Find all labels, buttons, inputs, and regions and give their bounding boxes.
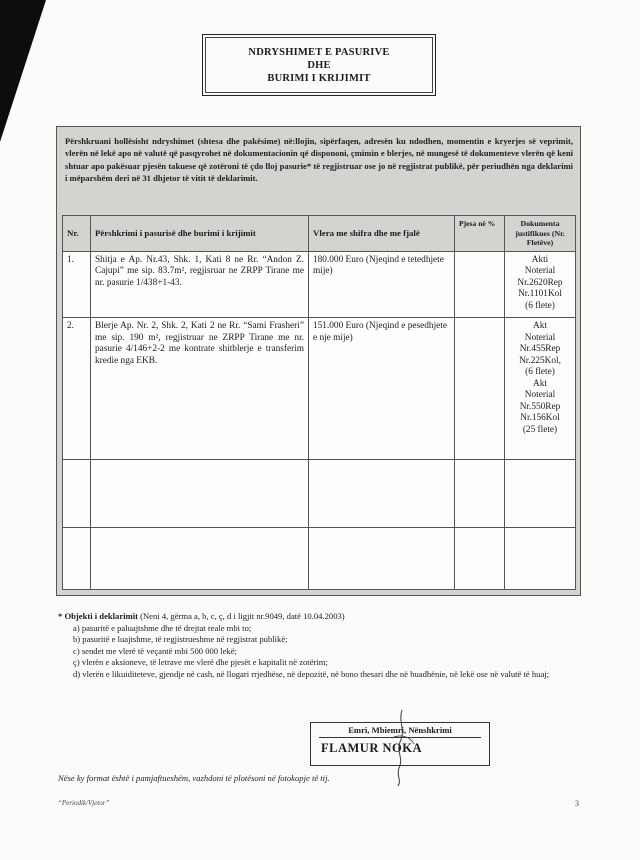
footnote-item: a) pasuritë e paluajtshme dhe të drejtat reale mbi to;: [73, 622, 252, 633]
header-nr: Nr.: [63, 216, 91, 252]
footnote-heading-bold: * Objekti i deklarimit: [58, 611, 138, 621]
footnote-item: c) sendet me vlerë të veçantë mbi 500 000 lekë;: [73, 645, 237, 656]
continuation-note: Nëse ky format është i pamjaftueshëm, vazhdoni të plotësoni në fotokopje të tij.: [58, 773, 330, 783]
doc-line: Noterial: [524, 332, 556, 343]
doc-line: (6 flete): [525, 367, 555, 378]
title-line-2: DHE: [307, 59, 331, 71]
row-nr: 1.: [63, 251, 91, 317]
doc-line: Nr.1101Kol: [518, 289, 562, 300]
doc-line: Nr.455Rep: [519, 344, 561, 355]
signature-label: Emri, Mbiemri, Nënshkrimi: [348, 725, 452, 735]
footnote-heading-rest: (Neni 4, gërma a, b, c, ç, d i ligjit nr.9049, datë 10.04.2003): [137, 611, 345, 621]
header-description: Përshkrimi i pasurisë dhe burimi i krijimit: [91, 216, 309, 252]
title-inner: [205, 37, 433, 93]
handwritten-signature: [380, 708, 420, 788]
doc-line: Akt: [533, 321, 547, 332]
assets-table: [62, 215, 576, 590]
row-documents: [505, 318, 576, 459]
row-description: Blerje Ap. Nr. 2, Shk. 2, Kati 2 ne Rr. “Sami Frasheri” me sip. 190 m², regjistruar ne ZRPP Tirane me nr. pasurie 4/146+2-2 me kontrate shitblerje e transferim kredie nga EKB.: [91, 318, 309, 459]
doc-line: Nr.156Kol: [520, 413, 560, 424]
row-value: 180.000 Euro (Njeqind e tetedhjete mije): [309, 251, 455, 317]
footnote-item: ç) vlerën e aksioneve, të letrave me vlerë dhe pjesët e kapitalit në zotërim;: [73, 657, 328, 668]
doc-line: Nr.225Kol,: [519, 355, 561, 366]
table-row-empty: [63, 459, 576, 527]
table-row: [63, 318, 576, 459]
footnote: [58, 611, 588, 681]
declaration-frame: [56, 126, 581, 596]
header-documents: Dokumenta justifikues (Nr. Fletëve): [505, 216, 576, 252]
doc-line: Nr.550Rep: [519, 401, 561, 412]
scan-shadow-corner: [0, 0, 46, 142]
footnote-heading: [58, 611, 588, 623]
intro-text: Përshkruani hollësisht ndryshimet (shtesa dhe pakësime) në:llojin, sipërfaqen, adresën ku ndodhen, momentin e kryerjes së veprimit, vlerën në lekë apo në valutë që pasqyrohet në dokumentacionin që dispononi, çmimin e blerjes, në mungesë të dokumenteve vlerën që keni shtuar apo pakësuar pjesën takuese që zotëroni të çdo lloj pasurie* të regjistruar ose jo në regjistrat publikë, për periudhën nga deklarimi i mëparshëm deri në 31 dhjetor të vitit të deklarimit.: [65, 136, 573, 183]
doc-line: Noterial: [524, 390, 556, 401]
table-row: [63, 251, 576, 317]
footnote-item: b) pasuritë e luajtshme, të regjistrueshme në regjistrat publikë;: [73, 634, 288, 645]
doc-line: (6 flete): [525, 300, 555, 311]
table-header-row: [63, 216, 576, 252]
title-line-3: BURIMI I KRIJIMIT: [267, 72, 371, 84]
doc-line: (25 flete): [522, 424, 558, 435]
doc-line: Nr.2620Rep: [517, 277, 563, 288]
periodic-label: “Periodik/Vjetor”: [58, 799, 110, 807]
row-nr: 2.: [63, 318, 91, 459]
doc-line: Akti: [531, 254, 549, 265]
header-share: Pjesa në %: [455, 216, 505, 252]
row-documents: [505, 251, 576, 317]
row-value: 151.000 Euro (Njeqind e pesedhjete e nje mije): [309, 318, 455, 459]
doc-line: Akt: [533, 378, 547, 389]
page-number: 3: [575, 799, 579, 808]
title-line-1: NDRYSHIMET E PASURIVE: [248, 46, 390, 58]
title-box: [202, 34, 436, 96]
signatory-name: FLAMUR NOKA: [321, 741, 422, 755]
row-share: [455, 251, 505, 317]
table-row-empty: [63, 527, 576, 589]
doc-line: Noterial: [524, 266, 556, 277]
header-value: Vlera me shifra dhe me fjalë: [309, 216, 455, 252]
row-share: [455, 318, 505, 459]
row-description: Shitja e Ap. Nr.43, Shk. 1, Kati 8 ne Rr. “Andon Z. Cajupi” me sip. 83.7m², regjisruar ne ZRPP Tirane me nr. pasurie 1/438+1-43.: [91, 251, 309, 317]
footnote-item: d) vlerën e likuiditeteve, gjendje në cash, në llogari rrjedhëse, në depozitë, në bono thesari dhe në huadhënie, në lekë ose në valutë të huaj;: [73, 668, 550, 679]
